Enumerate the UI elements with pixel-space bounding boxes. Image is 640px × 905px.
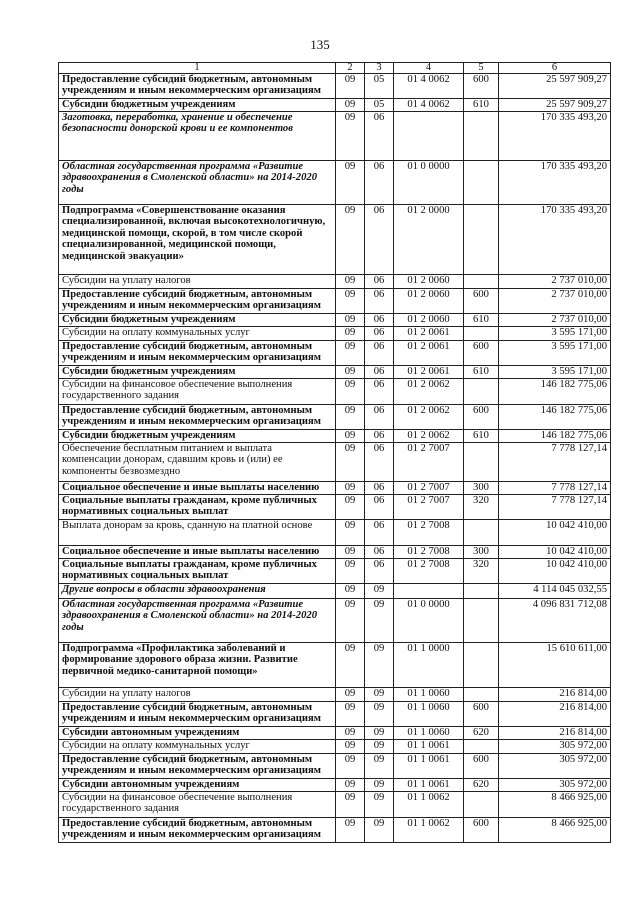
row-expense-type xyxy=(464,584,499,599)
row-section: 09 xyxy=(336,727,365,740)
row-subsection: 09 xyxy=(365,792,394,818)
row-expense-type: 600 xyxy=(464,754,499,779)
row-target-article: 01 2 0062 xyxy=(394,405,464,430)
table-row xyxy=(59,599,611,643)
row-section: 09 xyxy=(336,366,365,379)
row-target-article: 01 2 7007 xyxy=(394,482,464,495)
row-amount: 10 042 410,00 xyxy=(499,520,611,546)
row-section: 09 xyxy=(336,327,365,341)
row-amount: 7 778 127,14 xyxy=(499,482,611,495)
row-amount: 216 814,00 xyxy=(499,727,611,740)
row-amount: 216 814,00 xyxy=(499,702,611,727)
row-amount: 8 466 925,00 xyxy=(499,818,611,843)
row-expense-type: 320 xyxy=(464,559,499,584)
row-subsection: 06 xyxy=(365,275,394,289)
row-section: 09 xyxy=(336,643,365,688)
row-target-article xyxy=(394,584,464,599)
budget-table xyxy=(58,62,611,843)
row-subsection: 09 xyxy=(365,688,394,702)
row-expense-type: 600 xyxy=(464,702,499,727)
row-amount: 170 335 493,20 xyxy=(499,161,611,205)
row-amount: 3 595 171,00 xyxy=(499,341,611,366)
row-section: 09 xyxy=(336,205,365,275)
row-target-article: 01 1 0060 xyxy=(394,702,464,727)
row-subsection: 06 xyxy=(365,546,394,559)
row-target-article: 01 1 0061 xyxy=(394,779,464,792)
row-target-article: 01 2 7008 xyxy=(394,559,464,584)
table-row xyxy=(59,495,611,520)
row-subsection: 06 xyxy=(365,559,394,584)
row-subsection: 09 xyxy=(365,818,394,843)
row-target-article: 01 2 0060 xyxy=(394,275,464,289)
row-target-article: 01 0 0000 xyxy=(394,161,464,205)
row-section: 09 xyxy=(336,584,365,599)
row-expense-type xyxy=(464,205,499,275)
table-row xyxy=(59,740,611,754)
row-expense-type: 600 xyxy=(464,818,499,843)
row-name: Предоставление субсидий бюджетным, автономным учреждениям и иным некоммерческим организациям xyxy=(59,818,336,843)
row-section: 09 xyxy=(336,341,365,366)
row-section: 09 xyxy=(336,702,365,727)
table-header-row xyxy=(59,63,611,74)
row-name: Другие вопросы в области здравоохранения xyxy=(59,584,336,599)
row-section: 09 xyxy=(336,430,365,443)
header-cell-target-article: 4 xyxy=(394,63,464,74)
row-target-article: 01 2 0061 xyxy=(394,341,464,366)
row-name: Подпрограмма «Совершенствование оказания специализированной, включая высокотехнологичную, медицинской помощи, скорой, в том числе скорой специализированной, медицинской помощи, медицинской эвакуации» xyxy=(59,205,336,275)
row-target-article: 01 4 0062 xyxy=(394,99,464,112)
row-expense-type: 620 xyxy=(464,727,499,740)
row-expense-type xyxy=(464,161,499,205)
table-row xyxy=(59,546,611,559)
row-expense-type: 610 xyxy=(464,314,499,327)
row-amount: 25 597 909,27 xyxy=(499,99,611,112)
row-expense-type: 610 xyxy=(464,99,499,112)
row-amount: 2 737 010,00 xyxy=(499,314,611,327)
table-row xyxy=(59,289,611,314)
row-subsection: 09 xyxy=(365,779,394,792)
row-expense-type: 610 xyxy=(464,366,499,379)
row-name: Субсидии на финансовое обеспечение выполнения государственного задания xyxy=(59,792,336,818)
row-expense-type: 610 xyxy=(464,430,499,443)
row-amount: 146 182 775,06 xyxy=(499,405,611,430)
row-name: Субсидии автономным учреждениям xyxy=(59,727,336,740)
table-row xyxy=(59,366,611,379)
row-target-article: 01 1 0060 xyxy=(394,688,464,702)
row-section: 09 xyxy=(336,792,365,818)
row-subsection: 05 xyxy=(365,99,394,112)
row-name: Выплата донорам за кровь, сданную на платной основе xyxy=(59,520,336,546)
table-row xyxy=(59,314,611,327)
table-row xyxy=(59,405,611,430)
row-subsection: 09 xyxy=(365,754,394,779)
row-section: 09 xyxy=(336,74,365,99)
row-subsection: 06 xyxy=(365,405,394,430)
row-name: Предоставление субсидий бюджетным, автономным учреждениям и иным некоммерческим организациям xyxy=(59,754,336,779)
table-row xyxy=(59,74,611,99)
row-amount: 15 610 611,00 xyxy=(499,643,611,688)
row-section: 09 xyxy=(336,688,365,702)
row-target-article: 01 1 0061 xyxy=(394,740,464,754)
row-name: Субсидии на оплату коммунальных услуг xyxy=(59,327,336,341)
row-subsection: 06 xyxy=(365,443,394,482)
row-target-article: 01 2 0000 xyxy=(394,205,464,275)
row-name: Социальное обеспечение и иные выплаты населению xyxy=(59,546,336,559)
table-row xyxy=(59,112,611,161)
table-row xyxy=(59,792,611,818)
row-amount: 4 114 045 032,55 xyxy=(499,584,611,599)
row-expense-type xyxy=(464,740,499,754)
row-name: Предоставление субсидий бюджетным, автономным учреждениям и иным некоммерческим организациям xyxy=(59,74,336,99)
table-row xyxy=(59,818,611,843)
row-amount: 3 595 171,00 xyxy=(499,366,611,379)
row-expense-type: 600 xyxy=(464,405,499,430)
table-row xyxy=(59,443,611,482)
row-name: Областная государственная программа «Развитие здравоохранения в Смоленской области» на 2014-2020 годы xyxy=(59,599,336,643)
row-expense-type xyxy=(464,379,499,405)
table-row xyxy=(59,99,611,112)
table-row xyxy=(59,161,611,205)
table-row xyxy=(59,430,611,443)
row-expense-type xyxy=(464,643,499,688)
row-subsection: 06 xyxy=(365,112,394,161)
row-section: 09 xyxy=(336,443,365,482)
row-target-article: 01 1 0060 xyxy=(394,727,464,740)
row-expense-type: 600 xyxy=(464,341,499,366)
row-target-article: 01 2 7008 xyxy=(394,546,464,559)
row-target-article: 01 2 0060 xyxy=(394,314,464,327)
table-row xyxy=(59,643,611,688)
row-name: Субсидии бюджетным учреждениям xyxy=(59,99,336,112)
row-expense-type: 620 xyxy=(464,779,499,792)
row-section: 09 xyxy=(336,559,365,584)
row-section: 09 xyxy=(336,482,365,495)
row-name: Обеспечение бесплатным питанием и выплата компенсации донорам, сдавшим кровь и (или) ее компоненты безвозмездно xyxy=(59,443,336,482)
row-expense-type xyxy=(464,792,499,818)
row-name: Субсидии бюджетным учреждениям xyxy=(59,314,336,327)
row-amount: 4 096 831 712,08 xyxy=(499,599,611,643)
row-name: Социальные выплаты гражданам, кроме публичных нормативных социальных выплат xyxy=(59,559,336,584)
row-subsection: 05 xyxy=(365,74,394,99)
row-expense-type: 600 xyxy=(464,289,499,314)
row-subsection: 06 xyxy=(365,495,394,520)
row-name: Субсидии на уплату налогов xyxy=(59,275,336,289)
row-section: 09 xyxy=(336,599,365,643)
row-name: Субсидии на оплату коммунальных услуг xyxy=(59,740,336,754)
row-name: Предоставление субсидий бюджетным, автономным учреждениям и иным некоммерческим организациям xyxy=(59,289,336,314)
row-section: 09 xyxy=(336,289,365,314)
row-expense-type xyxy=(464,327,499,341)
table-row xyxy=(59,520,611,546)
table-row xyxy=(59,584,611,599)
row-expense-type xyxy=(464,520,499,546)
row-section: 09 xyxy=(336,520,365,546)
row-subsection: 06 xyxy=(365,430,394,443)
row-section: 09 xyxy=(336,779,365,792)
table-row xyxy=(59,702,611,727)
row-name: Субсидии бюджетным учреждениям xyxy=(59,366,336,379)
row-subsection: 09 xyxy=(365,740,394,754)
row-section: 09 xyxy=(336,99,365,112)
row-expense-type xyxy=(464,443,499,482)
row-subsection: 06 xyxy=(365,520,394,546)
row-section: 09 xyxy=(336,405,365,430)
row-section: 09 xyxy=(336,161,365,205)
row-subsection: 06 xyxy=(365,379,394,405)
row-name: Субсидии на финансовое обеспечение выполнения государственного задания xyxy=(59,379,336,405)
row-section: 09 xyxy=(336,112,365,161)
page-number: 135 xyxy=(310,37,330,52)
row-name: Социальное обеспечение и иные выплаты населению xyxy=(59,482,336,495)
row-name: Предоставление субсидий бюджетным, автономным учреждениям и иным некоммерческим организациям xyxy=(59,702,336,727)
row-target-article: 01 2 7008 xyxy=(394,520,464,546)
row-expense-type xyxy=(464,599,499,643)
row-subsection: 06 xyxy=(365,482,394,495)
row-subsection: 06 xyxy=(365,327,394,341)
row-amount: 2 737 010,00 xyxy=(499,289,611,314)
row-subsection: 06 xyxy=(365,366,394,379)
row-amount: 3 595 171,00 xyxy=(499,327,611,341)
row-amount: 146 182 775,06 xyxy=(499,379,611,405)
row-amount: 10 042 410,00 xyxy=(499,559,611,584)
row-expense-type xyxy=(464,112,499,161)
row-expense-type: 600 xyxy=(464,74,499,99)
table-row xyxy=(59,754,611,779)
table-row xyxy=(59,205,611,275)
row-amount: 170 335 493,20 xyxy=(499,112,611,161)
table-row xyxy=(59,275,611,289)
header-cell-subsection: 3 xyxy=(365,63,394,74)
row-target-article: 01 2 0062 xyxy=(394,379,464,405)
row-section: 09 xyxy=(336,818,365,843)
row-amount: 305 972,00 xyxy=(499,740,611,754)
row-section: 09 xyxy=(336,314,365,327)
row-name: Предоставление субсидий бюджетным, автономным учреждениям и иным некоммерческим организациям xyxy=(59,405,336,430)
header-cell-amount: 6 xyxy=(499,63,611,74)
row-target-article: 01 2 7007 xyxy=(394,495,464,520)
row-amount: 7 778 127,14 xyxy=(499,443,611,482)
row-target-article: 01 2 0061 xyxy=(394,327,464,341)
table-row xyxy=(59,727,611,740)
row-expense-type: 320 xyxy=(464,495,499,520)
row-target-article: 01 2 7007 xyxy=(394,443,464,482)
row-subsection: 09 xyxy=(365,702,394,727)
row-section: 09 xyxy=(336,740,365,754)
row-target-article xyxy=(394,112,464,161)
row-amount: 10 042 410,00 xyxy=(499,546,611,559)
header-cell-expense-type: 5 xyxy=(464,63,499,74)
row-subsection: 09 xyxy=(365,599,394,643)
row-target-article: 01 1 0062 xyxy=(394,792,464,818)
row-section: 09 xyxy=(336,379,365,405)
row-target-article: 01 2 0062 xyxy=(394,430,464,443)
header-cell-section: 2 xyxy=(336,63,365,74)
row-subsection: 06 xyxy=(365,205,394,275)
table-row xyxy=(59,341,611,366)
table-row xyxy=(59,379,611,405)
row-amount: 305 972,00 xyxy=(499,779,611,792)
row-name: Предоставление субсидий бюджетным, автономным учреждениям и иным некоммерческим организациям xyxy=(59,341,336,366)
row-name: Областная государственная программа «Развитие здравоохранения в Смоленской области» на 2014-2020 годы xyxy=(59,161,336,205)
row-subsection: 06 xyxy=(365,289,394,314)
row-expense-type xyxy=(464,688,499,702)
row-subsection: 06 xyxy=(365,161,394,205)
row-amount: 170 335 493,20 xyxy=(499,205,611,275)
row-target-article: 01 1 0062 xyxy=(394,818,464,843)
row-subsection: 09 xyxy=(365,584,394,599)
row-section: 09 xyxy=(336,546,365,559)
row-amount: 25 597 909,27 xyxy=(499,74,611,99)
row-target-article: 01 1 0061 xyxy=(394,754,464,779)
row-expense-type: 300 xyxy=(464,482,499,495)
row-target-article: 01 2 0061 xyxy=(394,366,464,379)
table-row xyxy=(59,482,611,495)
row-subsection: 09 xyxy=(365,643,394,688)
row-amount: 7 778 127,14 xyxy=(499,495,611,520)
row-target-article: 01 1 0000 xyxy=(394,643,464,688)
row-target-article: 01 2 0060 xyxy=(394,289,464,314)
header-cell-name: 1 xyxy=(59,63,336,74)
row-name: Заготовка, переработка, хранение и обеспечение безопасности донорской крови и ее компонентов xyxy=(59,112,336,161)
row-name: Субсидии бюджетным учреждениям xyxy=(59,430,336,443)
row-name: Субсидии на уплату налогов xyxy=(59,688,336,702)
table-row xyxy=(59,327,611,341)
table-row xyxy=(59,688,611,702)
row-subsection: 06 xyxy=(365,314,394,327)
row-section: 09 xyxy=(336,754,365,779)
row-amount: 305 972,00 xyxy=(499,754,611,779)
row-target-article: 01 0 0000 xyxy=(394,599,464,643)
row-name: Подпрограмма «Профилактика заболеваний и формирование здорового образа жизни. Развитие первичной медико-санитарной помощи» xyxy=(59,643,336,688)
table-row xyxy=(59,779,611,792)
row-amount: 146 182 775,06 xyxy=(499,430,611,443)
row-amount: 8 466 925,00 xyxy=(499,792,611,818)
row-name: Социальные выплаты гражданам, кроме публичных нормативных социальных выплат xyxy=(59,495,336,520)
row-amount: 2 737 010,00 xyxy=(499,275,611,289)
row-section: 09 xyxy=(336,495,365,520)
row-expense-type: 300 xyxy=(464,546,499,559)
row-subsection: 06 xyxy=(365,341,394,366)
row-name: Субсидии автономным учреждениям xyxy=(59,779,336,792)
row-section: 09 xyxy=(336,275,365,289)
row-target-article: 01 4 0062 xyxy=(394,74,464,99)
table-row xyxy=(59,559,611,584)
row-amount: 216 814,00 xyxy=(499,688,611,702)
row-subsection: 09 xyxy=(365,727,394,740)
row-expense-type xyxy=(464,275,499,289)
